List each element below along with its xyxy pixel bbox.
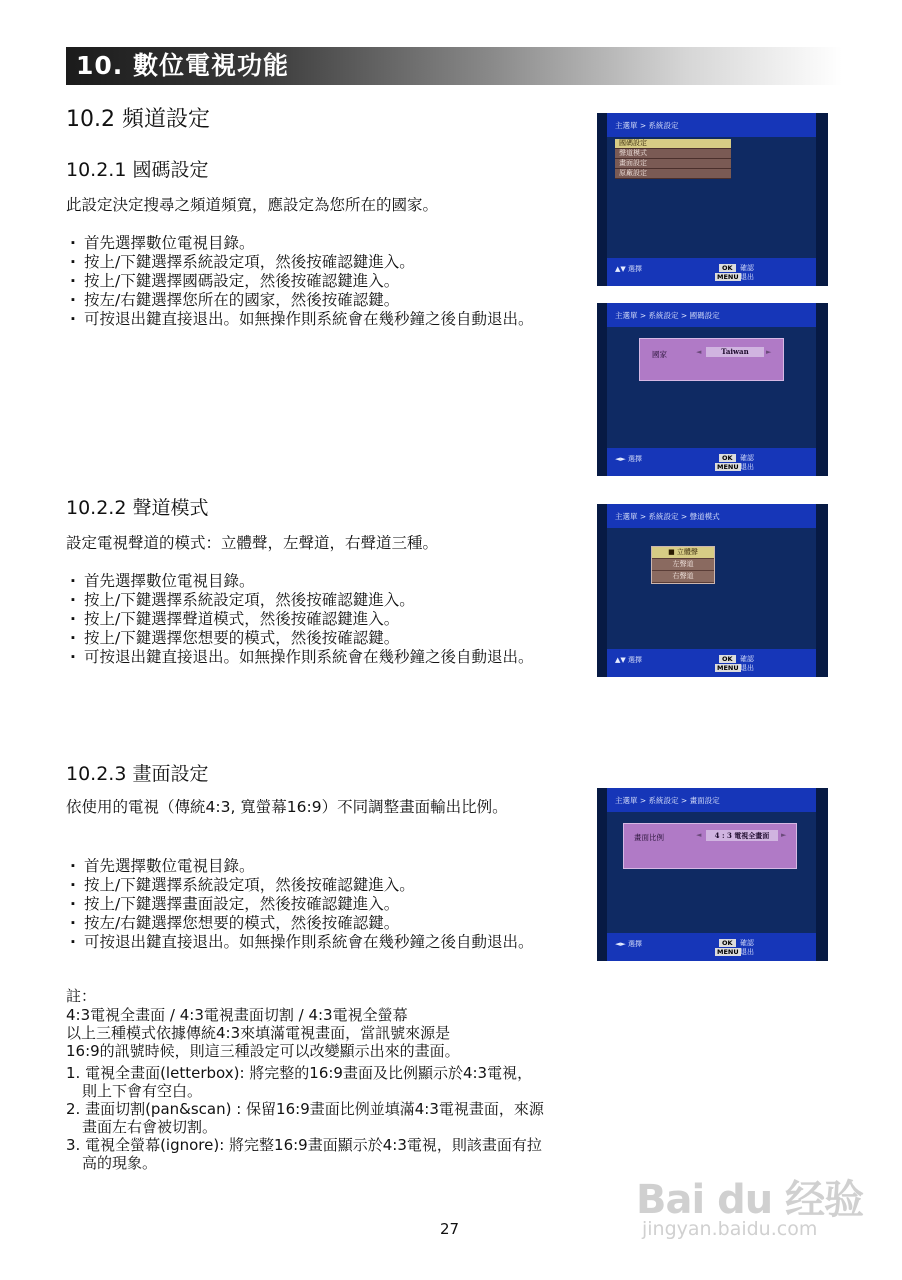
nav-hint: ◄► 選擇 [615, 940, 642, 948]
note-line: 以上三種模式依據傳統4:3來填滿電視畫面，當訊號來源是 [66, 1024, 451, 1042]
ok-label: 確認 [740, 264, 754, 272]
arrow-right-icon[interactable]: ► [766, 348, 772, 356]
arrow-right-icon[interactable]: ► [781, 831, 787, 839]
page-number: 27 [440, 1220, 460, 1238]
screen-breadcrumb: 主選單 > 系統設定 [615, 121, 679, 130]
menu-label: 退出 [740, 463, 754, 471]
audio-mode-list [651, 546, 715, 584]
chapter-title: 10. 數位電視功能 [76, 51, 289, 80]
aspect-heading: 10.2.3 畫面設定 [66, 763, 209, 785]
note-line: 4:3電視全畫面 / 4:3電視畫面切割 / 4:3電視全螢幕 [66, 1006, 408, 1024]
ok-button-icon: OK [719, 939, 736, 947]
audio-option-right[interactable]: 右聲道 [652, 571, 714, 583]
screen-breadcrumb: 主選單 > 系統設定 > 畫面設定 [615, 796, 720, 805]
list-item: · 按上/下鍵選擇系統設定項，然後按確認鍵進入。 [66, 876, 536, 895]
audio-option-stereo[interactable]: ■ 立體聲 [652, 547, 714, 559]
menu-button-icon: MENU [717, 664, 739, 672]
aspect-value[interactable]: 4 : 3 電視全畫面 [706, 830, 778, 841]
note-lines [66, 1006, 546, 1060]
list-item: · 首先選擇數位電視目錄。 [66, 234, 536, 253]
nav-hint: ▲▼ 選擇 [615, 656, 642, 664]
country-heading: 10.2.1 國碼設定 [66, 159, 209, 181]
nav-hint: ◄► 選擇 [615, 455, 642, 463]
country-description: 此設定決定搜尋之頻道頻寬，應設定為您所在的國家。 [66, 196, 439, 214]
nav-hint: ▲▼ 選擇 [615, 265, 642, 273]
tv-screen-system-menu [597, 113, 828, 286]
country-panel [639, 338, 784, 381]
audio-heading: 10.2.2 聲道模式 [66, 497, 209, 519]
menu-button-icon: MENU [717, 463, 739, 471]
list-item: · 按左/右鍵選擇您所在的國家，然後按確認鍵。 [66, 291, 536, 310]
note-item: 2. 畫面切割(pan&scan) : 保留16:9畫面比例並填滿4:3電視畫面，來源畫面左右會被切割。 [66, 1100, 544, 1136]
ok-label: 確認 [740, 939, 754, 947]
arrow-left-icon[interactable]: ◄ [696, 348, 702, 356]
tv-screen-country [597, 303, 828, 476]
menu-item-audio[interactable]: 聲道模式 [615, 149, 731, 159]
aspect-panel [623, 823, 797, 869]
audio-option-left[interactable]: 左聲道 [652, 559, 714, 571]
audio-description: 設定電視聲道的模式：立體聲，左聲道，右聲道三種。 [66, 534, 439, 552]
note-line: 16:9的訊號時候，則這三種設定可以改變顯示出來的畫面。 [66, 1042, 460, 1060]
screen-breadcrumb: 主選單 > 系統設定 > 國碼設定 [615, 311, 720, 320]
menu-item-factory[interactable]: 原廠設定 [615, 169, 731, 179]
ok-label: 確認 [740, 655, 754, 663]
list-item: · 按左/右鍵選擇您想要的模式，然後按確認鍵。 [66, 914, 536, 933]
ok-label: 確認 [740, 454, 754, 462]
list-item: · 首先選擇數位電視目錄。 [66, 857, 536, 876]
note-item: 1. 電視全畫面(letterbox): 將完整的16:9畫面及比例顯示於4:3電視，則上下會有空白。 [66, 1064, 533, 1100]
list-item: · 可按退出鍵直接退出。如無操作則系統會在幾秒鐘之後自動退出。 [66, 310, 536, 329]
menu-item-aspect[interactable]: 畫面設定 [615, 159, 731, 169]
menu-label: 退出 [740, 273, 754, 281]
note-items [66, 1064, 546, 1172]
list-item: · 首先選擇數位電視目錄。 [66, 572, 536, 591]
watermark-url: jingyan.baidu.com [642, 1218, 818, 1240]
list-item: · 按上/下鍵選擇系統設定項，然後按確認鍵進入。 [66, 253, 536, 272]
menu-button-icon: MENU [717, 273, 739, 281]
note-item: 3. 電視全螢幕(ignore): 將完整16:9畫面顯示於4:3電視，則該畫面有拉高的現象。 [66, 1136, 542, 1172]
list-item: · 按上/下鍵選擇畫面設定，然後按確認鍵進入。 [66, 895, 536, 914]
list-item: · 可按退出鍵直接退出。如無操作則系統會在幾秒鐘之後自動退出。 [66, 933, 536, 952]
menu-label: 退出 [740, 948, 754, 956]
system-menu-list [615, 139, 731, 179]
aspect-label: 畫面比例 [634, 833, 664, 842]
list-item: · 按上/下鍵選擇國碼設定，然後按確認鍵進入。 [66, 272, 536, 291]
ok-button-icon: OK [719, 454, 736, 462]
arrow-left-icon[interactable]: ◄ [696, 831, 702, 839]
menu-button-icon: MENU [717, 948, 739, 956]
screen-breadcrumb: 主選單 > 系統設定 > 聲道模式 [615, 512, 720, 521]
country-steps [66, 234, 536, 329]
section-title: 10.2 頻道設定 [66, 107, 210, 132]
list-item: · 可按退出鍵直接退出。如無操作則系統會在幾秒鐘之後自動退出。 [66, 648, 536, 667]
list-item: · 按上/下鍵選擇您想要的模式，然後按確認鍵。 [66, 629, 536, 648]
ok-button-icon: OK [719, 655, 736, 663]
aspect-steps [66, 857, 536, 952]
country-value[interactable]: Taiwan [706, 347, 764, 357]
menu-item-country[interactable]: 國碼設定 [615, 139, 731, 149]
country-label: 國家 [652, 350, 667, 359]
menu-label: 退出 [740, 664, 754, 672]
tv-screen-audio [597, 504, 828, 677]
watermark-logo: Bai du 经验 [636, 1177, 864, 1223]
audio-steps [66, 572, 536, 667]
ok-button-icon: OK [719, 264, 736, 272]
tv-screen-aspect [597, 788, 828, 961]
list-item: · 按上/下鍵選擇系統設定項，然後按確認鍵進入。 [66, 591, 536, 610]
note-title: 註： [66, 987, 97, 1005]
aspect-description: 依使用的電視（傳統4:3, 寬螢幕16:9）不同調整畫面輸出比例。 [66, 798, 508, 816]
list-item: · 按上/下鍵選擇聲道模式，然後按確認鍵進入。 [66, 610, 536, 629]
